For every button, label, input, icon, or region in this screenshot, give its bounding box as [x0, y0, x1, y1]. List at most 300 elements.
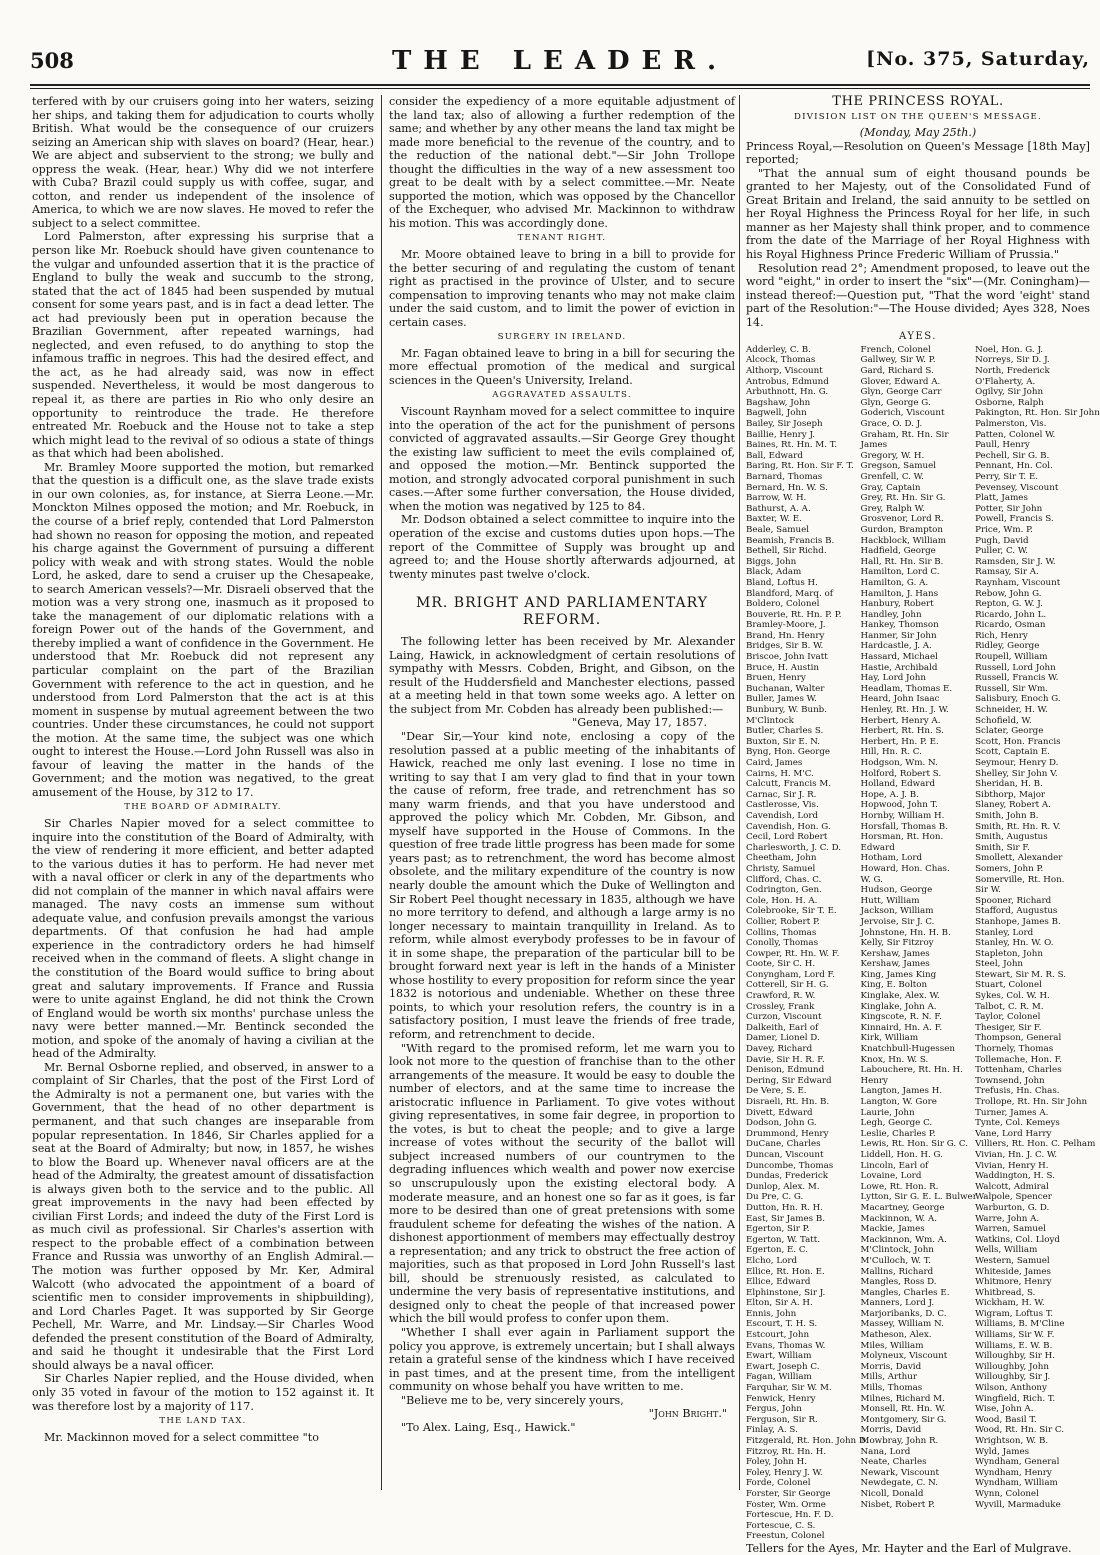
member-name: Hackblock, William: [860, 535, 946, 546]
ayes-row: [746, 1139, 1090, 1150]
member-name: Lytton, Sir G. E. L. Bulwer: [860, 1192, 977, 1203]
member-name: Fitzgerald, Rt. Hon. John D.: [746, 1436, 869, 1446]
member-name: Palmerston, Vis.: [975, 419, 1047, 429]
paragraph: Mr. Bramley Moore supported the motion, but remarked that the question is a difficult one, as the slave trade exists in our own colonies, as, for instance, at Sierra Leone.—Mr. Monckton Milnes opposed the motion; and Mr. Roebuck, in the course of a brief reply, contended that Lord Palmerston had shown no reason for opposing the motion, and repeated his charge against the Government of pursuing a different policy with weak and with strong states. Would the noble Lord, he asked, dare to send a cruiser up the Chesapeake, to search American vessels?—Mr. Disraeli observed that the motion was a very strong one, inasmuch as it proposed to take the management of our diplomatic relations with a foreign Power out of the hands of the Government, and thereby implied a want of confidence in the Government. He understood that Mr. Roebuck did not represent any particular complaint on the part of the Brazilian Government with reference to the act in question, and he understood from Lord Palmerston that the act is at this moment in suspense by mutual agreement between the two countries. Under these circumstances, he could not support the motion. At the same time, the subject was one which ought to interest the House.—Lord John Russell was also in favour of leaving the matter in the hands of the Government; and the motion was negatived, to the great amusement of the House, by 312 to 17.: [32, 460, 374, 799]
ayes-row: [746, 938, 1090, 949]
letter-dateline: "Geneva, May 17, 1857.: [572, 716, 707, 730]
member-name: Holland, Edward: [860, 779, 936, 790]
member-name: Dundas, Frederick: [746, 1171, 828, 1182]
member-name: Repton, G. W. J.: [975, 599, 1043, 610]
ayes-row: [746, 1330, 1090, 1341]
member-name: Hamilton, J. Hans: [860, 588, 939, 599]
member-name: Warren, Samuel: [975, 1224, 1046, 1235]
ayes-row: [746, 546, 1090, 557]
member-name: Headlam, Thomas E.: [860, 683, 953, 694]
ayes-row: [746, 1425, 1090, 1436]
ayes-row: [746, 684, 1090, 695]
ayes-row: [746, 1086, 1090, 1097]
paragraph: terfered with by our cruisers going into her waters, seizing her ships, and taking them for adjudication to courts wholly British. What would be the consequence of our cruizers seizing an American ship with slaves on board? (Hear, hear.) We are abject and subservient to the strong; we bully and oppress the weak. (Hear, hear.) Why did we not interfere with Cuba? Brazil could supply us with coffee, sugar, and cotton, and render us independent of the insolence of America, to which we are now slaves. He moved to refer the subject to a select committee.: [32, 95, 374, 230]
member-name: Farquhar, Sir W. M.: [746, 1383, 832, 1394]
member-name: Lowe, Rt. Hon. R.: [860, 1181, 939, 1192]
member-name: Shelley, Sir John V.: [975, 768, 1058, 779]
member-name: Wood, Rt. Hn. Sir C.: [975, 1425, 1064, 1436]
ayes-row: [746, 1161, 1090, 1172]
member-name: Morris, David: [860, 1361, 922, 1372]
member-name: Hanbury, Robert: [860, 599, 934, 610]
ayes-row: [746, 461, 1090, 472]
member-name: Legh, George C.: [860, 1118, 933, 1129]
member-name: Platt, James: [975, 493, 1028, 504]
member-name: Jackson, William: [860, 906, 934, 917]
member-name: Ellice, Edward: [746, 1277, 811, 1288]
member-name: Horsman, Rt. Hon.: [860, 832, 944, 843]
member-name: Gallwey, Sir W. P.: [860, 355, 936, 366]
member-name: Smith, Sir F.: [975, 842, 1030, 853]
member-name: Grey, Rt. Hn. Sir G.: [860, 493, 946, 504]
member-name: Barrow, W. H.: [746, 493, 807, 504]
member-name: Townsend, John: [975, 1075, 1045, 1086]
ayes-row: [746, 737, 1090, 748]
member-name: Grey, Ralph W.: [860, 503, 925, 514]
ayes-row: [746, 578, 1090, 589]
member-name: W. G.: [860, 874, 883, 885]
paragraph: Mr. Dodson obtained a select committee to inquire into the operation of the excise and customs duties upon hops.—The report of the Committee of Supply was brought up and agreed to; and the House shortly afterwards adjourned, at twenty minutes past twelve o'clock.: [389, 513, 735, 581]
member-name: Trefusis, Hn. Chas.: [975, 1086, 1060, 1097]
member-name: Osborne, Ralph: [975, 397, 1044, 408]
ayes-row: [746, 1383, 1090, 1394]
member-name: [861, 1521, 976, 1532]
member-name: Bridges, Sir B. W.: [746, 641, 824, 652]
member-name: Mowbray, John R.: [860, 1436, 939, 1446]
ayes-row: [746, 620, 1090, 631]
member-name: Western, Samuel: [975, 1255, 1050, 1266]
member-name: Watkins, Col. Lloyd: [975, 1234, 1060, 1245]
ayes-row: [746, 991, 1090, 1002]
member-name: Trollope, Rt. Hn. Sir John: [975, 1097, 1088, 1107]
member-name: Matheson, Alex.: [860, 1330, 932, 1341]
member-name: Forde, Colonel: [746, 1478, 811, 1489]
member-name: Tollemache, Hon. F.: [975, 1054, 1063, 1065]
member-name: Liddell, Hon. H. G.: [860, 1149, 943, 1160]
ayes-row: [746, 1129, 1090, 1140]
ayes-row: [746, 377, 1090, 388]
member-name: Villiers, Rt. Hon. C. Pelham: [975, 1139, 1096, 1150]
member-name: Byng, Hon. George: [746, 747, 831, 758]
member-name: Cairns, H. M'C.: [746, 768, 814, 779]
member-name: Russell, Lord John: [975, 662, 1056, 673]
member-name: Bagwell, John: [746, 408, 807, 419]
ayes-row: [746, 1171, 1090, 1182]
ayes-row: [746, 769, 1090, 780]
member-name: Curzon, Viscount: [746, 1012, 822, 1023]
ayes-row: [746, 440, 1090, 451]
ayes-row: [746, 1489, 1090, 1500]
member-name: Ennis, John: [746, 1308, 797, 1319]
ayes-row: [746, 1182, 1090, 1193]
member-name: Mallins, Richard: [860, 1266, 934, 1277]
member-name: Mills, Thomas: [860, 1383, 923, 1394]
member-name: Finlay, A. S.: [746, 1425, 798, 1436]
ayes-row: [746, 896, 1090, 907]
member-name: Colebrooke, Sir T. E.: [746, 906, 837, 917]
member-name: Whitbread, S.: [975, 1287, 1036, 1298]
member-name: Crawford, R. W.: [746, 991, 816, 1002]
member-name: French, Colonel: [860, 344, 931, 355]
member-name: Gregory, W. H.: [860, 450, 925, 461]
member-name: Johnstone, Hn. H. B.: [860, 927, 951, 938]
member-name: Sibthorp, Major: [975, 789, 1046, 800]
member-name: Foster, Wm. Orme: [746, 1499, 826, 1510]
member-name: Rebow, John G.: [975, 588, 1042, 599]
member-name: Kershaw, James: [860, 948, 930, 959]
member-name: Lewis, Rt. Hon. Sir G. C.: [860, 1139, 969, 1150]
member-name: Hopwood, John T.: [860, 800, 938, 811]
column-divider-1: [381, 95, 382, 1490]
member-name: Handley, John: [860, 609, 922, 620]
member-name: Warburton, G. D.: [975, 1202, 1050, 1213]
member-name: Barnard, Thomas: [746, 471, 823, 482]
member-name: Henry: [860, 1075, 888, 1086]
member-name: Talbot, C. R. M.: [975, 1001, 1044, 1012]
ayes-row: [746, 1277, 1090, 1288]
member-name: Vivian, Henry H.: [975, 1160, 1049, 1171]
member-name: Evans, Thomas W.: [746, 1340, 826, 1351]
member-name: Horsfall, Thomas B.: [860, 821, 948, 832]
member-name: Ramsden, Sir J. W.: [975, 556, 1056, 567]
member-name: North, Frederick: [975, 366, 1050, 377]
ayes-row: [746, 853, 1090, 864]
ayes-row: [746, 1372, 1090, 1383]
member-name: Sir W.: [975, 885, 1001, 896]
ayes-row: [746, 864, 1090, 875]
member-name: Bailey, Sir Joseph: [746, 419, 823, 429]
member-name: Kinglake, Alex. W.: [860, 991, 940, 1002]
member-name: Conyngham, Lord F.: [746, 969, 835, 980]
ayes-row: [746, 1065, 1090, 1076]
member-name: Codrington, Gen.: [746, 885, 822, 896]
ayes-row: [746, 800, 1090, 811]
member-name: Knox, Hn. W. S.: [860, 1054, 929, 1065]
member-name: Massey, William N.: [860, 1319, 944, 1330]
member-name: Duncombe, Thomas: [746, 1160, 834, 1171]
member-name: Monsell, Rt. Hn. W.: [860, 1404, 946, 1415]
member-name: Davey, Richard: [746, 1044, 813, 1055]
member-name: Carnac, Sir J. R.: [746, 789, 817, 800]
member-name: Blandford, Marq. of: [746, 588, 833, 599]
member-name: Cavendish, Lord: [746, 810, 819, 821]
ayes-row: [746, 1044, 1090, 1055]
member-name: Ricardo, John L.: [975, 609, 1047, 620]
member-name: Price, Wm. P.: [975, 524, 1033, 535]
ayes-row: [746, 949, 1090, 960]
member-name: Disraeli, Rt. Hn. B.: [746, 1097, 830, 1107]
ayes-row: [746, 1055, 1090, 1066]
member-name: Sheridan, H. B.: [975, 779, 1043, 790]
member-name: Cole, Hon. H. A.: [746, 895, 818, 906]
member-name: Denison, Edmund: [746, 1065, 825, 1076]
member-name: Smith, John B.: [975, 810, 1039, 821]
member-name: Herbert, Hn. P. E.: [860, 736, 939, 747]
member-name: Wise, John A.: [975, 1404, 1034, 1415]
letter-signature: "John Bright.": [648, 1407, 727, 1421]
member-name: Leslie, Charles P.: [860, 1128, 936, 1139]
member-name: [861, 1510, 976, 1521]
page-number: 508: [30, 48, 74, 73]
member-name: Gray, Captain: [860, 482, 921, 493]
member-name: Hope, A. J. B.: [860, 789, 919, 800]
ayes-row: [746, 917, 1090, 928]
member-name: Milnes, Richard M.: [860, 1393, 945, 1404]
ayes-row: [746, 631, 1090, 642]
member-name: Wilson, Anthony: [975, 1383, 1047, 1394]
member-name: Mangles, Ross D.: [860, 1277, 937, 1288]
member-name: Manners, Lord J.: [860, 1298, 935, 1309]
member-name: Egerton, W. Tatt.: [746, 1234, 821, 1245]
member-name: Hay, Lord John: [860, 673, 926, 684]
member-name: Smith, Rt. Hn. R. V.: [975, 821, 1061, 832]
member-name: Glover, Edward A.: [860, 376, 941, 387]
member-name: Wells, William: [975, 1245, 1038, 1256]
ayes-row: [746, 1500, 1090, 1511]
paragraph: "That the annual sum of eight thousand pounds be granted to her Majesty, out of the Consolidated Fund of Great Britain and Ireland, the said annuity to be settled on her Royal Highness the Princess Royal for her life, in such manner as her Majesty shall think proper, and to commence from the date of the Marriage of her Royal Highness with his Royal Highness Prince Frederic William of Prussia.": [746, 166, 1090, 262]
member-name: Davie, Sir H. R. F.: [746, 1054, 825, 1065]
ayes-row: [746, 959, 1090, 970]
member-name: Mackinnon, Wm. A.: [860, 1234, 947, 1245]
member-name: Pevensey, Viscount: [975, 482, 1059, 493]
ayes-row: [746, 1108, 1090, 1119]
member-name: Charlesworth, J. C. D.: [746, 842, 841, 853]
member-name: Cowper, Rt. Hn. W. F.: [746, 948, 840, 959]
member-name: Kinglake, John A.: [860, 1001, 937, 1012]
member-name: Stafford, Augustus: [975, 906, 1058, 917]
member-name: Wigram, Loftus T.: [975, 1308, 1054, 1319]
member-name: Dodson, John G.: [746, 1118, 817, 1129]
section-subheading: DIVISION LIST ON THE QUEEN'S MESSAGE.: [794, 111, 1042, 122]
member-name: Damer, Lionel D.: [746, 1033, 820, 1044]
member-name: King, E. Bolton: [860, 980, 928, 991]
member-name: Fergus, John: [746, 1404, 802, 1415]
member-name: Bunbury, W. Bunb.: [746, 705, 827, 716]
member-name: Taylor, Colonel: [975, 1012, 1041, 1023]
member-name: Calcutt, Francis M.: [746, 779, 832, 790]
ayes-row: [746, 1012, 1090, 1023]
ayes-row: [746, 1341, 1090, 1352]
member-name: Fortescue, C. S.: [746, 1520, 816, 1531]
member-name: Salisbury, Enoch G.: [975, 694, 1061, 705]
paragraph: Mr. Bernal Osborne replied, and observed, in answer to a complaint of Sir Charles, that the post of the First Lord of the Admiralty is not a permanent one, but varies with the Government, that the head of no other department is permanent, and that such changes are inseparable from popular representation. In 1846, Sir Charles applied for a seat at the Board of Admiralty; but now, in 1857, he wishes to blow the Board up. Whenever naval officers are at the head of the Admiralty, the greatest amount of dissatisfaction is always given both to the service and to the public. All great improvements in the navy had been effected by civilian First Lords; and indeed the duty of the First Lord is as much civil as professional. Sir Charles's assertion with respect to the probable effect of a combination between France and Russia was unworthy of an English Admiral.—The motion was further opposed by Mr. Ker, Admiral Walcott (who advocated the appointment of a board of scientific men to consider improvements in shipbuilding), and Lord Charles Paget. It was supported by Sir George Pechell, Mr. Warre, and Mr. Lindsay.—Sir Charles Wood defended the present constitution of the Board of Admiralty, and said he thought it undesirable that the First Lord should always be a naval officer.: [32, 1060, 374, 1372]
ayes-row: [746, 345, 1090, 356]
member-name: Edward: [860, 842, 895, 853]
ayes-row: [746, 1362, 1090, 1373]
member-name: Lovaine, Lord: [860, 1171, 922, 1182]
member-name: Holford, Robert S.: [860, 768, 942, 779]
member-name: Mackie, James: [860, 1224, 925, 1235]
member-name: Henley, Rt. Hn. J. W.: [860, 705, 949, 716]
issue-number: [No. 375, Saturday,: [866, 48, 1090, 70]
member-name: Howard, Hon. Chas.: [860, 863, 950, 874]
member-name: Patten, Colonel W.: [975, 429, 1056, 440]
member-name: Buchanan, Walter: [746, 683, 825, 694]
article-heading: THE PRINCESS ROYAL.: [832, 94, 1004, 109]
member-name: Whitmore, Henry: [975, 1277, 1052, 1288]
member-name: Fortescue, Hn. F. D.: [746, 1510, 834, 1521]
paragraph: "With regard to the promised reform, let me warn you to look not more to the question of franchise than to the other arrangements of the measure. It would be easy to double the number of electors, and at the same time to increase the aristocratic influence in Parliament. To give votes without giving representatives, in some fair degree, in proportion to the votes, is but to cheat the people; and to give a large increase of votes without the security of the ballot will subject increased numbers of our countrymen to the degrading influences which wealth and power now exercise so unscrupulously upon the existing electoral body. A moderate measure, and an honest one so far as it goes, is far more to be desired than one of great pretensions with some fraudulent scheme for defeating the wishes of the nation. A dishonest apportionment of members may effectually destroy a representation; and any trick to obstruct the free action of majorities, such as that proposed in Lord John Russell's last bill, should be strenuously resisted, as calculated to undermine the very basis of representative institutions, and designed only to cheat the people of that increased power which the bill would profess to confer upon them.: [389, 1041, 735, 1326]
member-name: Williams, Sir W. F.: [975, 1330, 1055, 1341]
member-name: Scott, Captain E.: [975, 747, 1050, 758]
member-name: Puller, C. W.: [975, 546, 1028, 557]
member-name: Thesiger, Sir F.: [975, 1022, 1042, 1033]
member-name: Tynte, Col. Kemeys: [975, 1118, 1060, 1129]
ayes-row: [746, 1309, 1090, 1320]
member-name: Walpole, Spencer: [975, 1192, 1052, 1203]
member-name: [861, 1531, 976, 1542]
ayes-row: [746, 1415, 1090, 1426]
member-name: Pechell, Sir G. B.: [975, 450, 1050, 461]
member-name: M'Clintock: [746, 715, 794, 726]
member-name: Paull, Henry: [975, 440, 1030, 451]
member-name: Dunlop, Alex. M.: [746, 1181, 820, 1192]
member-name: Wrightson, W. B.: [975, 1436, 1049, 1446]
ayes-row: [746, 1351, 1090, 1362]
ayes-row: [746, 557, 1090, 568]
member-name: East, Sir James B.: [746, 1213, 826, 1224]
member-name: Dering, Sir Edward: [746, 1075, 832, 1086]
member-name: Mackinnon, W. A.: [860, 1213, 938, 1224]
ayes-row: [746, 1394, 1090, 1405]
member-name: Schneider, H. W.: [975, 705, 1048, 716]
ayes-row: [746, 928, 1090, 939]
masthead: [30, 44, 1090, 80]
member-name: Macartney, George: [860, 1202, 945, 1213]
member-name: Marjoribanks, D. C.: [860, 1308, 947, 1319]
member-name: Tottenham, Charles: [975, 1065, 1062, 1076]
ayes-row: [746, 652, 1090, 663]
member-name: Spooner, Richard: [975, 895, 1052, 906]
ayes-row: [746, 726, 1090, 737]
member-name: Collier, Robert P.: [746, 916, 820, 927]
member-name: Hudson, George: [860, 885, 933, 896]
member-name: Bagshaw, John: [746, 397, 811, 408]
member-name: Grace, O. D. J.: [860, 419, 923, 429]
member-name: Turner, James A.: [975, 1107, 1049, 1118]
ayes-row: [746, 811, 1090, 822]
member-name: Hotham, Lord: [860, 853, 923, 864]
section-subheading: TENANT RIGHT.: [517, 233, 607, 244]
member-name: Baring, Rt. Hon. Sir F. T.: [746, 461, 854, 472]
member-name: Coote, Sir C. H.: [746, 959, 816, 970]
ayes-row: [746, 1214, 1090, 1225]
member-name: Caird, James: [746, 758, 803, 768]
member-name: Cecil, Lord Robert: [746, 832, 828, 843]
member-name: Alcock, Thomas: [746, 355, 816, 366]
division-date: (Monday, May 25th.): [859, 126, 977, 140]
member-name: Baines, Rt. Hn. M. T.: [746, 440, 838, 451]
ayes-row: [746, 1288, 1090, 1299]
ayes-row: [746, 663, 1090, 674]
member-name: Vivian, Hn. J. C. W.: [975, 1149, 1058, 1160]
member-name: Herbert, Rt. Hn. S.: [860, 726, 944, 737]
ayes-row: [746, 1002, 1090, 1013]
member-name: Hill, Hn. R. C.: [860, 747, 922, 758]
ayes-row: [746, 980, 1090, 991]
member-name: Rich, Henry: [975, 630, 1028, 641]
paragraph: "To Alex. Laing, Esq., Hawick.": [401, 1420, 576, 1434]
member-name: Neate, Charles: [860, 1457, 927, 1468]
paragraph: Viscount Raynham moved for a select committee to inquire into the operation of the act for the punishment of persons convicted of aggravated assaults.—Sir George Grey thought the existing law sufficient to meet the evils complained of, and opposed the motion.—Mr. Bentinck supported the motion, and strongly advocated corporal punishment in such cases.—After some further conversation, the House divided, when the motion was negatived by 125 to 84.: [389, 405, 735, 513]
member-name: Wood, Basil T.: [975, 1414, 1037, 1425]
member-name: O'Flaherty, A.: [975, 376, 1036, 387]
member-name: Ramsay, Sir A.: [975, 567, 1039, 578]
ayes-row: [746, 1510, 1090, 1521]
ayes-row: [746, 1076, 1090, 1087]
paragraph: "Believe me to be, very sincerely yours,: [401, 1393, 624, 1407]
member-name: Glyn, George Carr: [860, 387, 942, 398]
ayes-row: [746, 747, 1090, 758]
ayes-row: [746, 906, 1090, 917]
member-name: Althorp, Viscount: [746, 366, 823, 377]
ayes-row: [746, 419, 1090, 430]
ayes-row: [746, 822, 1090, 833]
ayes-row: [746, 408, 1090, 419]
member-name: Langton, James H.: [860, 1086, 943, 1097]
member-name: Clifford, Chas. C.: [746, 874, 822, 885]
tellers-line: Tellers for the Ayes, Mr. Hayter and the Earl of Mulgrave.: [746, 1541, 1072, 1555]
member-name: Molyneux, Viscount: [860, 1351, 948, 1362]
paragraph: Mr. Fagan obtained leave to bring in a bill for securing the more effectual promotion of the medical and surgical sciences in the Queen's University, Ireland.: [389, 346, 735, 387]
ayes-row: [746, 843, 1090, 854]
member-name: Whiteside, James: [975, 1266, 1051, 1277]
ayes-row: [746, 589, 1090, 600]
member-name: Bethell, Sir Richd.: [746, 546, 827, 557]
member-name: Bland, Loftus H.: [746, 577, 818, 588]
member-name: Ricardo, Osman: [975, 620, 1046, 631]
member-name: Boldero, Colonel: [746, 599, 820, 610]
member-name: Wyndham, Henry: [975, 1467, 1052, 1478]
member-name: Escourt, T. H. S.: [746, 1319, 818, 1330]
newspaper-title: THE LEADER.: [391, 46, 729, 76]
member-name: Brand, Hn. Henry: [746, 630, 825, 641]
paragraph: Mr. Moore obtained leave to bring in a bill to provide for the better securing of and regulating the custom of tenant right as practised in the province of Ulster, and to secure compensation to improving tenants who may not make claim under the said custom, and to limit the power of eviction in certain cases.: [389, 248, 735, 329]
member-name: Nicoll, Donald: [860, 1488, 924, 1499]
member-name: Vane, Lord Harry: [975, 1128, 1052, 1139]
ayes-row: [746, 1118, 1090, 1129]
member-name: Estcourt, John: [746, 1330, 810, 1341]
member-name: Potter, Sir John: [975, 503, 1043, 514]
ayes-row: [746, 1097, 1090, 1108]
member-name: [975, 1521, 1090, 1532]
member-name: Baillie, Henry J.: [746, 429, 816, 440]
member-name: Cavendish, Hon. G.: [746, 821, 831, 832]
member-name: Fagan, William: [746, 1372, 812, 1383]
member-name: De Vere, S. E.: [746, 1086, 807, 1097]
member-name: [975, 1531, 1090, 1542]
member-name: Wyvill, Marmaduke: [975, 1499, 1061, 1510]
member-name: Ellice, Rt. Hon. E.: [746, 1266, 825, 1277]
ayes-row: [746, 355, 1090, 366]
member-name: Kelly, Sir Fitzroy: [860, 938, 934, 949]
ayes-row: [746, 1256, 1090, 1267]
member-name: Morris, David: [860, 1425, 922, 1436]
ayes-row: [746, 1404, 1090, 1415]
column-2: [389, 95, 735, 1490]
member-name: James: [860, 440, 888, 451]
member-name: Ball, Edward: [746, 450, 803, 461]
ayes-row: [746, 514, 1090, 525]
member-name: Divett, Edward: [746, 1107, 813, 1118]
member-name: Roupell, William: [975, 652, 1048, 663]
member-name: Ewart, Joseph C.: [746, 1361, 820, 1372]
ayes-row: [746, 451, 1090, 462]
